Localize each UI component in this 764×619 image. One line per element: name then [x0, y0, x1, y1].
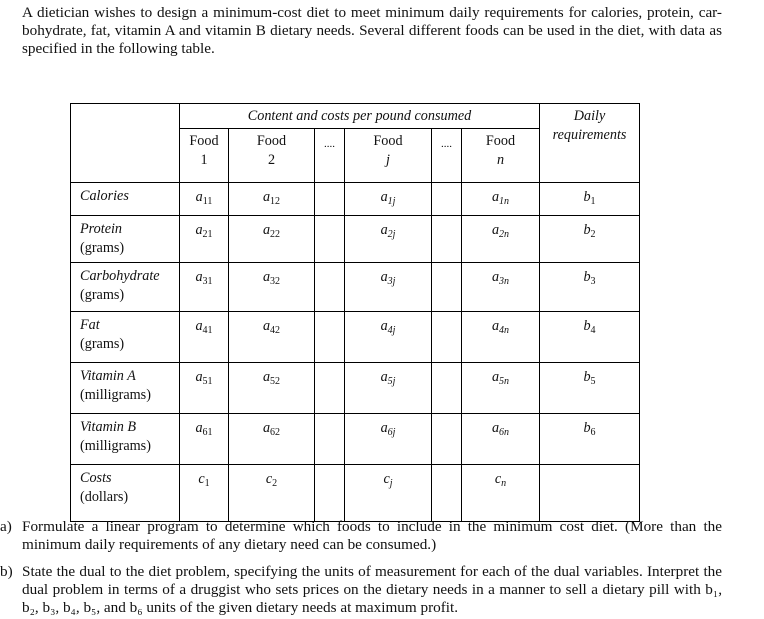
column-header	[345, 129, 432, 183]
cell-symbol: a	[262, 420, 271, 436]
cell-symbol: a	[491, 318, 500, 334]
column-header	[229, 129, 315, 183]
cell-subscript: 4n	[499, 325, 510, 336]
row-label-name: Calories	[80, 188, 129, 204]
cell-symbol: c	[198, 471, 205, 487]
requirement-cell	[540, 312, 640, 363]
requirement-symbol: b	[583, 420, 591, 436]
table-cell	[315, 183, 345, 216]
table-cell	[229, 312, 315, 363]
table-cell	[180, 216, 229, 263]
row-label	[71, 363, 180, 414]
cell-subscript: 41	[202, 325, 213, 336]
cell-subscript: 32	[270, 276, 281, 287]
row-label-unit: (grams)	[80, 336, 125, 352]
table-cell	[345, 183, 432, 216]
cell-symbol: a	[380, 269, 388, 285]
cell-subscript: 12	[270, 196, 281, 207]
cell-symbol: a	[491, 269, 500, 285]
cell-subscript: 2n	[499, 229, 510, 240]
requirements-header-line1: Daily	[573, 108, 606, 124]
cell-symbol: c	[265, 471, 273, 487]
column-header-line2: j	[386, 152, 390, 168]
requirement-cell	[540, 216, 640, 263]
row-label	[71, 263, 180, 312]
cell-symbol: a	[195, 222, 203, 238]
row-label	[71, 465, 180, 522]
table-cell	[229, 216, 315, 263]
cell-symbol: a	[195, 369, 203, 385]
diet-table	[70, 103, 640, 522]
column-header-line2: 2	[267, 152, 276, 168]
column-header	[432, 129, 462, 183]
question-a	[0, 518, 722, 554]
table-cell	[229, 183, 315, 216]
table-cell	[315, 263, 345, 312]
table-cell	[229, 363, 315, 414]
requirement-cell	[540, 465, 640, 522]
cell-symbol: a	[195, 318, 203, 334]
cell-subscript: 3n	[499, 276, 510, 287]
row-label	[71, 216, 180, 263]
cell-subscript: 1j	[387, 196, 396, 207]
cell-symbol: a	[195, 189, 203, 205]
table-cell	[345, 216, 432, 263]
problem-intro: A dietician wishes to design a minimum-cost diet to meet minimum daily requirements for calories, protein, car-bohydrate, fat, vitamin A and vitamin B dietary needs. Several different foods can be used in the diet, with data as specified in the following table.	[22, 4, 722, 57]
question-b	[0, 563, 722, 617]
cell-symbol: a	[380, 420, 388, 436]
table-cell	[315, 414, 345, 465]
table-cell	[432, 465, 462, 522]
table-cell	[229, 465, 315, 522]
requirement-subscript: 3	[590, 276, 596, 287]
cell-subscript: 51	[202, 376, 213, 387]
row-label	[71, 414, 180, 465]
row-label-unit: (grams)	[80, 240, 125, 256]
table-row	[71, 414, 640, 465]
table-cell	[229, 263, 315, 312]
table-cell	[180, 263, 229, 312]
requirement-symbol: b	[583, 222, 591, 238]
column-header-line1: Food	[256, 133, 287, 149]
table-row	[71, 465, 640, 522]
table-cell	[315, 312, 345, 363]
table-cell	[432, 312, 462, 363]
row-label-name: Costs	[80, 470, 112, 486]
cell-symbol: a	[262, 369, 271, 385]
column-header-line1: ....	[324, 138, 335, 150]
cell-symbol: c	[383, 471, 390, 487]
requirements-header	[540, 104, 640, 183]
table-cell	[345, 414, 432, 465]
requirement-symbol: b	[583, 369, 591, 385]
cell-subscript: 6j	[387, 427, 396, 438]
requirement-cell	[540, 183, 640, 216]
cell-subscript: 42	[270, 325, 281, 336]
cell-symbol: a	[380, 369, 388, 385]
requirement-symbol: b	[583, 318, 591, 334]
row-label	[71, 183, 180, 216]
cell-subscript: 2j	[387, 229, 396, 240]
cell-symbol: a	[491, 189, 500, 205]
cell-symbol: c	[494, 471, 502, 487]
cell-subscript: 5n	[499, 376, 510, 387]
row-label-name: Vitamin B	[80, 419, 137, 435]
table-cell	[315, 363, 345, 414]
table-caption: Content and costs per pound consumed	[180, 104, 540, 129]
table-cell	[345, 363, 432, 414]
cell-symbol: a	[380, 222, 388, 238]
row-label-unit: (grams)	[80, 287, 125, 303]
column-header-line1: Food	[373, 133, 403, 149]
table-cell	[462, 312, 540, 363]
table-row	[71, 216, 640, 263]
row-label	[71, 312, 180, 363]
column-header	[462, 129, 540, 183]
cell-subscript: 5j	[387, 376, 396, 387]
requirement-symbol: b	[583, 189, 591, 205]
cell-symbol: a	[491, 222, 500, 238]
question-a-label: a)	[0, 518, 12, 535]
requirement-cell	[540, 263, 640, 312]
cell-subscript: 11	[202, 196, 213, 207]
cell-symbol: a	[195, 420, 203, 436]
table-cell	[432, 183, 462, 216]
cell-symbol: a	[380, 189, 388, 205]
row-label-unit: (milligrams)	[80, 387, 151, 403]
table-cell	[432, 363, 462, 414]
cell-symbol: a	[262, 318, 271, 334]
row-label-name: Vitamin A	[80, 368, 136, 384]
column-header-line1: Food	[189, 133, 219, 149]
cell-subscript: 31	[202, 276, 213, 287]
table-row	[71, 363, 640, 414]
table-row	[71, 312, 640, 363]
table-cell	[180, 414, 229, 465]
table-cell	[462, 183, 540, 216]
table-cell	[432, 414, 462, 465]
cell-subscript: 4j	[387, 325, 396, 336]
cell-subscript: 2	[272, 478, 278, 489]
requirement-subscript: 2	[590, 229, 596, 240]
requirement-cell	[540, 414, 640, 465]
cell-subscript: 3j	[387, 276, 396, 287]
cell-subscript: 52	[270, 376, 281, 387]
cell-subscript: 61	[202, 427, 213, 438]
table-cell	[462, 465, 540, 522]
table-cell	[432, 263, 462, 312]
requirement-symbol: b	[583, 269, 591, 285]
table-cell	[462, 363, 540, 414]
requirement-subscript: 6	[590, 427, 596, 438]
cell-subscript: 1	[204, 478, 210, 489]
column-header-line1: ....	[441, 138, 452, 150]
cell-symbol: a	[195, 269, 203, 285]
row-label-name: Carbohydrate	[80, 268, 160, 284]
cell-subscript: 1n	[499, 196, 510, 207]
row-label-name: Fat	[80, 317, 100, 333]
cell-symbol: a	[262, 189, 271, 205]
cell-subscript: n	[501, 478, 507, 489]
table-cell	[180, 312, 229, 363]
table-cell	[315, 465, 345, 522]
table-cell	[345, 312, 432, 363]
table-cell	[462, 263, 540, 312]
corner-cell	[71, 104, 180, 183]
cell-symbol: a	[491, 420, 500, 436]
table-cell	[180, 465, 229, 522]
question-a-text: Formulate a linear program to determine which foods to include in the minimum cost diet. (More than the minimum daily requirements of any dietary need can be consumed.)	[22, 518, 722, 553]
cell-symbol: a	[380, 318, 388, 334]
table-cell	[180, 363, 229, 414]
question-b-label: b)	[0, 563, 13, 580]
requirement-cell	[540, 363, 640, 414]
row-label-unit: (dollars)	[80, 489, 129, 505]
column-header-line1: Food	[485, 133, 516, 149]
table-cell	[462, 216, 540, 263]
requirements-header-line2: requirements	[552, 127, 627, 143]
column-header	[180, 129, 229, 183]
table-cell	[315, 216, 345, 263]
cell-subscript: 62	[270, 427, 281, 438]
table-cell	[345, 465, 432, 522]
cell-symbol: a	[491, 369, 500, 385]
cell-symbol: a	[262, 269, 271, 285]
requirement-subscript: 5	[590, 376, 596, 387]
table-cell	[180, 183, 229, 216]
cell-symbol: a	[262, 222, 271, 238]
table-cell	[432, 216, 462, 263]
requirement-subscript: 4	[590, 325, 596, 336]
table-cell	[462, 414, 540, 465]
row-label-unit: (milligrams)	[80, 438, 151, 454]
question-b-text: State the dual to the diet problem, specifying the units of measurement for each of the dual variables. Interpret the dual problem in terms of a druggist who sets prices on the dietary needs in a manner to sell a dietary pill with b₁, b₂, b₃, b₄, b₅, and b₆ units of the given dietary needs at maximum profit.	[22, 563, 722, 616]
column-header	[315, 129, 345, 183]
table-row	[71, 263, 640, 312]
cell-subscript: j	[389, 478, 393, 489]
cell-subscript: 6n	[499, 427, 510, 438]
cell-subscript: 21	[202, 229, 213, 240]
column-header-line2: n	[496, 152, 505, 168]
table-cell	[345, 263, 432, 312]
row-label-name: Protein	[80, 221, 123, 237]
table-row	[71, 183, 640, 216]
cell-subscript: 22	[270, 229, 281, 240]
requirement-subscript: 1	[590, 196, 596, 207]
table-cell	[229, 414, 315, 465]
column-header-line2: 1	[200, 152, 208, 168]
